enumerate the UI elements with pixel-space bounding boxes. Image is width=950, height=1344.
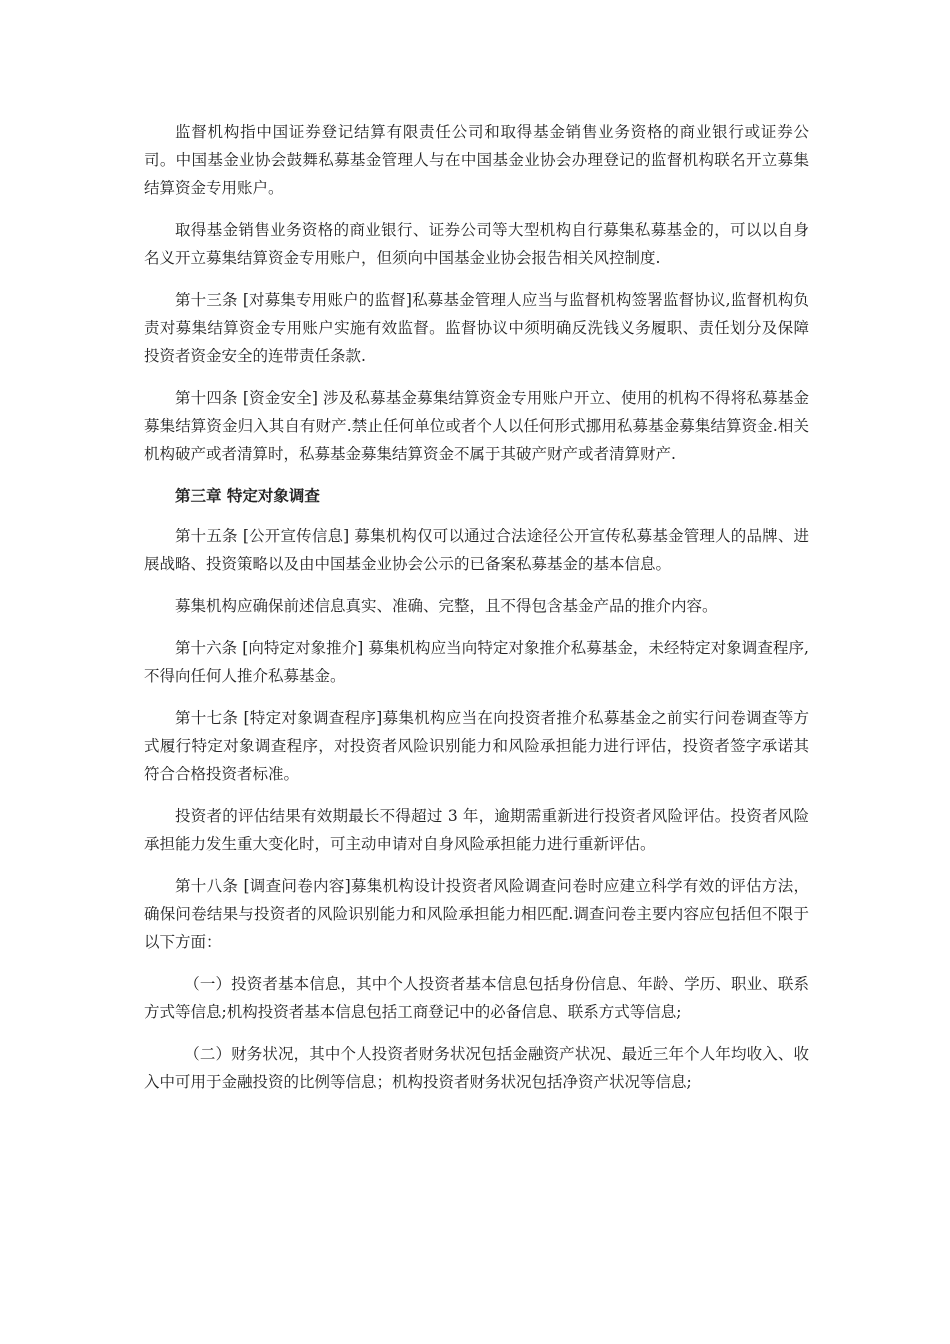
paragraph-info-accuracy: 募集机构应确保前述信息真实、准确、完整，且不得包含基金产品的推介内容。 (175, 597, 718, 615)
article-13: 第十三条 [对募集专用账户的监督]私募基金管理人应当与监督机构签署监督协议,监督机构负责对募集结算资金专用账户实施有效监督。监督协议中须明确反洗钱义务履职、责任划分及保障投资者资金安全的连带责任条款. (144, 291, 809, 365)
article-16: 第十六条 [向特定对象推介] 募集机构应当向特定对象推介私募基金，未经特定对象调查程序,不得向任何人推介私募基金。 (144, 639, 809, 685)
document-page (144, 118, 809, 1110)
article-18: 第十八条 [调查问卷内容]募集机构设计投资者风险调查问卷时应建立科学有效的评估方法，确保问卷结果与投资者的风险识别能力和风险承担能力相匹配.调查问卷主要内容应包括但不限于以下方面： (144, 877, 809, 951)
article-15: 第十五条 [公开宣传信息] 募集机构仅可以通过合法途径公开宣传私募基金管理人的品牌、进展战略、投资策略以及由中国基金业协会公示的已备案私募基金的基本信息。 (144, 527, 809, 573)
paragraph-evaluation-validity: 投资者的评估结果有效期最长不得超过 3 年，逾期需重新进行投资者风险评估。投资者风险承担能力发生重大变化时，可主动申请对自身风险承担能力进行重新评估。 (144, 807, 809, 853)
list-item-basic-info: （一）投资者基本信息，其中个人投资者基本信息包括身份信息、年龄、学历、职业、联系方式等信息;机构投资者基本信息包括工商登记中的必备信息、联系方式等信息; (144, 975, 809, 1021)
article-14: 第十四条 [资金安全] 涉及私募基金募集结算资金专用账户开立、使用的机构不得将私募基金募集结算资金归入其自有财产.禁止任何单位或者个人以任何形式挪用私募基金募集结算资金.相关机构破产或者清算时，私募基金募集结算资金不属于其破产财产或者清算财产. (144, 389, 809, 463)
paragraph-own-account: 取得基金销售业务资格的商业银行、证券公司等大型机构自行募集私募基金的，可以以自身名义开立募集结算资金专用账户，但须向中国基金业协会报告相关风控制度. (144, 221, 809, 267)
list-item-financial-status: （二）财务状况，其中个人投资者财务状况包括金融资产状况、最近三年个人年均收入、收入中可用于金融投资的比例等信息；机构投资者财务状况包括净资产状况等信息; (144, 1045, 809, 1091)
paragraph-supervisory-institution: 监督机构指中国证券登记结算有限责任公司和取得基金销售业务资格的商业银行或证券公司。中国基金业协会鼓舞私募基金管理人与在中国基金业协会办理登记的监督机构联名开立募集结算资金专用账户。 (144, 123, 809, 197)
chapter-3-heading: 第三章 特定对象调查 (175, 487, 320, 505)
article-17: 第十七条 [特定对象调查程序]募集机构应当在向投资者推介私募基金之前实行问卷调查等方式履行特定对象调查程序，对投资者风险识别能力和风险承担能力进行评估，投资者签字承诺其符合合格投资者标准。 (144, 709, 809, 783)
